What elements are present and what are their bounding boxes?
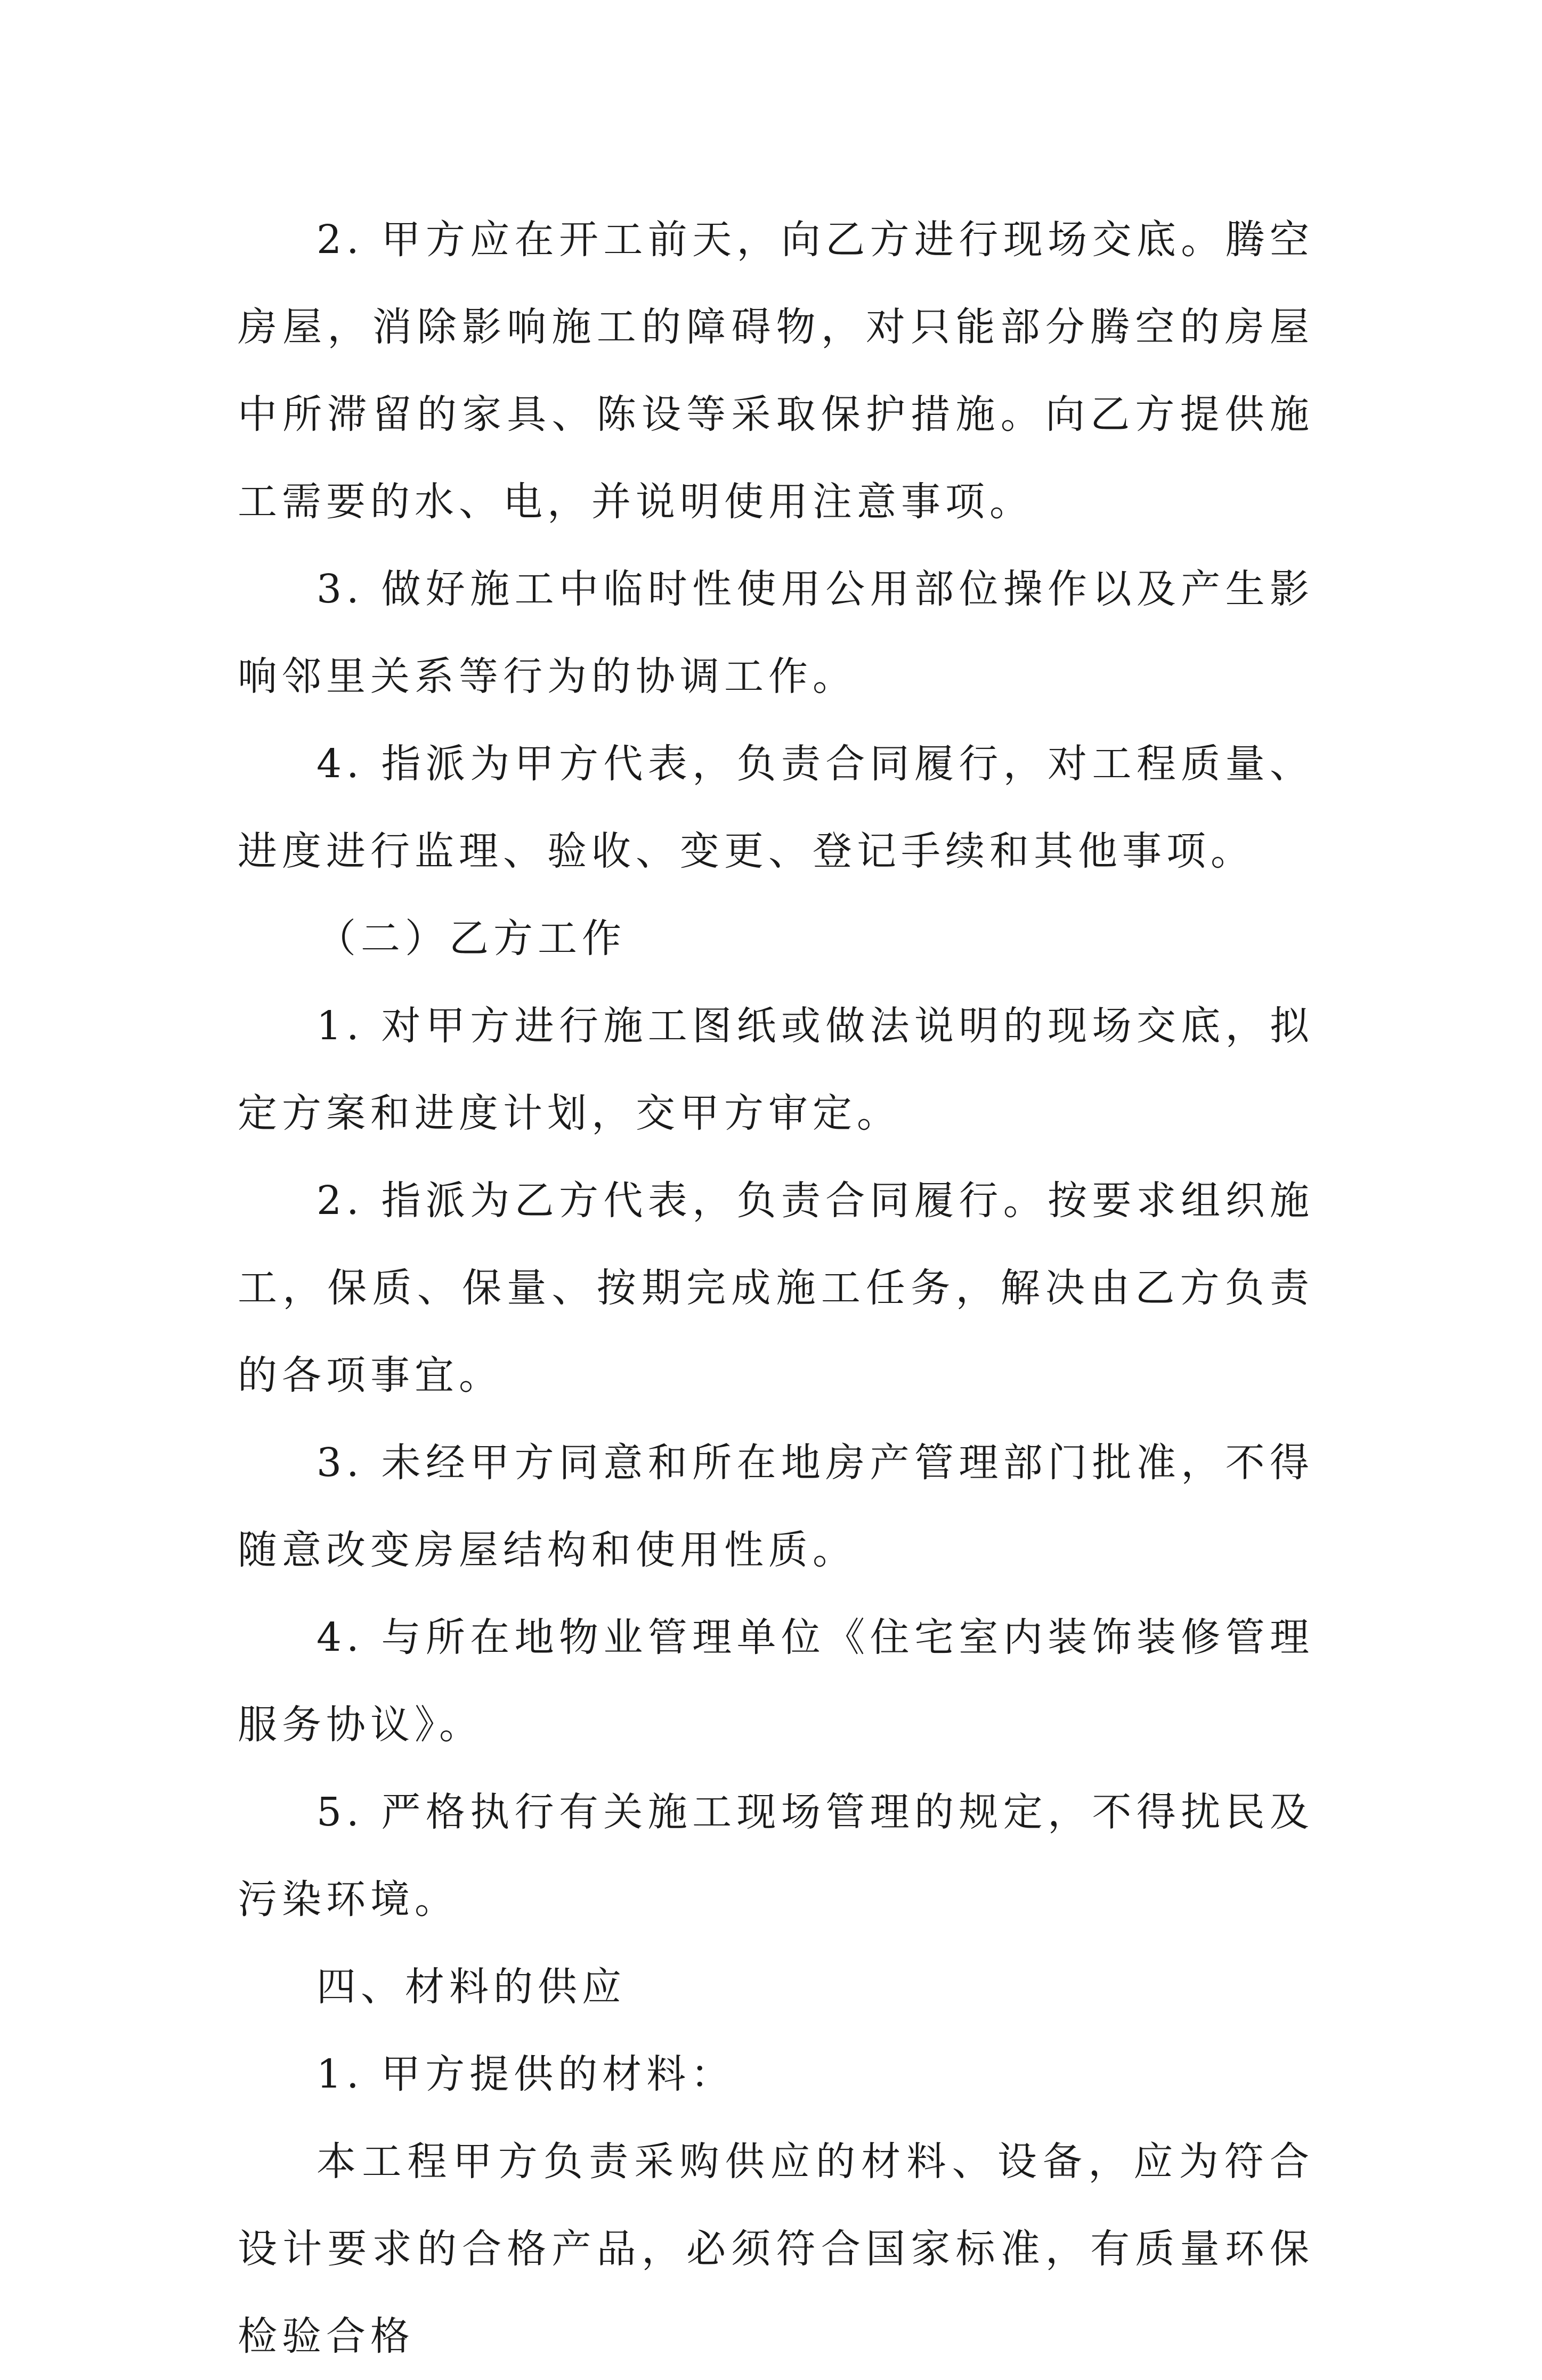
section-heading-party-b-work: （二）乙方工作 — [316, 916, 626, 961]
paragraph-party-a-item-2: 2. 甲方应在开工前天，向乙方进行现场交底。腾空房屋，消除影响施工的障碍物，对只能部分腾空的房屋中所滞留的家具、陈设等采取保护措施。向乙方提供施工需要的水、电，并说明使用注意事项。 — [238, 217, 1314, 525]
paragraph-party-b-item-1: 1. 对甲方进行施工图纸或做法说明的现场交底，拟定方案和进度计划，交甲方审定。 — [238, 1003, 1314, 1136]
paragraph-party-a-item-3: 3. 做好施工中临时性使用公用部位操作以及产生影响邻里关系等行为的协调工作。 — [238, 566, 1314, 699]
section-heading-materials-supply: 四、材料的供应 — [316, 1964, 626, 2010]
paragraph-materials-item-1: 1. 甲方提供的材料： — [316, 2051, 735, 2097]
paragraph-party-b-item-3: 3. 未经甲方同意和所在地房产管理部门批准，不得随意改变房屋结构和使用性质。 — [238, 1440, 1314, 1573]
document-body — [238, 196, 1314, 2380]
paragraph-party-b-item-5: 5. 严格执行有关施工现场管理的规定，不得扰民及污染环境。 — [238, 1789, 1314, 1922]
paragraph-party-a-item-4: 4. 指派为甲方代表，负责合同履行，对工程质量、进度进行监理、验收、变更、登记手续和其他事项。 — [238, 741, 1314, 874]
paragraph-party-b-item-4: 4. 与所在地物业管理单位《住宅室内装饰装修管理服务协议》。 — [238, 1615, 1314, 1748]
paragraph-party-b-item-2: 2. 指派为乙方代表，负责合同履行。按要求组织施工，保质、保量、按期完成施工任务，解决由乙方负责的各项事宜。 — [238, 1178, 1314, 1398]
paragraph-materials-body: 本工程甲方负责采购供应的材料、设备，应为符合设计要求的合格产品，必须符合国家标准，有质量环保检验合格 — [238, 2139, 1314, 2359]
